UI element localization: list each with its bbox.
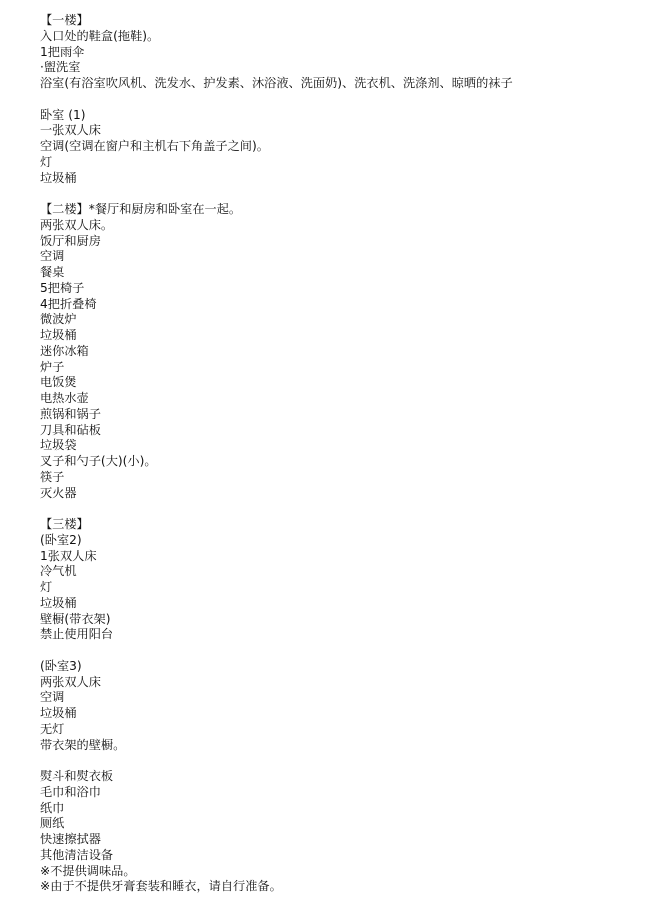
list-item: 禁止使用阳台 [40,627,114,642]
bedroom3-title: (卧室3) [40,658,82,673]
floor3-section [40,517,640,753]
list-item: 毛巾和浴巾 [40,784,101,799]
list-item: 无灯 [40,721,65,736]
bedroom1-title: 卧室 (1) [40,107,86,122]
list-item: 灯 [40,154,53,169]
list-item: 空调 [40,249,65,264]
spacer [40,92,640,108]
list-item: 5把椅子 [40,280,85,295]
list-item: 煎锅和锅子 [40,406,101,421]
list-item: 灭火器 [40,485,77,500]
spacer [40,186,640,202]
amenities-document [40,13,640,895]
list-item: 灯 [40,580,53,594]
bathroom-item: 浴室(有浴室吹风机、洗发水、护发素、沐浴液、洗面奶)、洗衣机、洗涤剂、晾晒的袜子 [40,76,513,90]
entrance-shoe-box: 入口处的鞋盒(拖鞋)。 [40,28,160,43]
list-item: 快速擦拭器 [40,832,101,846]
washroom-item: ·盥洗室 [40,60,81,75]
list-item: 一张双人床 [40,123,101,138]
floor2-section [40,202,640,501]
umbrella-item: 1把雨伞 [40,44,85,59]
spacer [40,753,640,769]
list-item: 1张双人床 [40,548,97,563]
list-item: 厕纸 [40,816,65,831]
list-item: 带衣架的壁橱。 [40,737,126,752]
list-item: 两张双人床。 [40,217,114,232]
list-item: 饭厅和厨房 [40,233,101,248]
list-item: 两张双人床 [40,674,101,689]
floor1-section [40,13,640,92]
list-item: 垃圾桶 [40,328,77,342]
list-item: 纸巾 [40,800,65,815]
note: ※由于不提供牙膏套装和睡衣，请自行准备。 [40,879,282,894]
list-item: 餐桌 [40,265,65,279]
floor3-header: 【三楼】 [40,517,89,531]
list-item: 熨斗和熨衣板 [40,769,114,783]
list-item: 电饭煲 [40,375,77,390]
list-item: 叉子和勺子(大)(小)。 [40,454,157,468]
list-item: 炉子 [40,359,65,374]
list-item: 筷子 [40,469,65,484]
list-item: 刀具和砧板 [40,422,101,437]
list-item: 空调(空调在窗户和主机右下角盖子之间)。 [40,139,269,153]
list-item: 冷气机 [40,564,77,579]
note: ※不提供调味品。 [40,863,136,878]
list-item: 迷你冰箱 [40,343,89,358]
list-item: 垃圾桶 [40,595,77,610]
list-item: 4把折叠椅 [40,296,97,311]
list-item: 其他清洁设备 [40,847,114,862]
floor2-header: 【二楼】*餐厅和厨房和卧室在一起。 [40,202,242,216]
list-item: 垃圾桶 [40,706,77,720]
spacer [40,501,640,517]
list-item: 空调 [40,690,65,705]
list-item: 垃圾桶 [40,170,77,185]
list-item: 垃圾袋 [40,438,77,453]
list-item: 电热水壶 [40,391,89,405]
floor1-header: 【一楼】 [40,13,89,27]
spacer [40,643,640,659]
misc-section [40,769,640,895]
list-item: 壁橱(带衣架) [40,611,111,626]
bedroom1-section [40,108,640,187]
bedroom2-title: (卧室2) [40,532,82,547]
list-item: 微波炉 [40,312,77,327]
